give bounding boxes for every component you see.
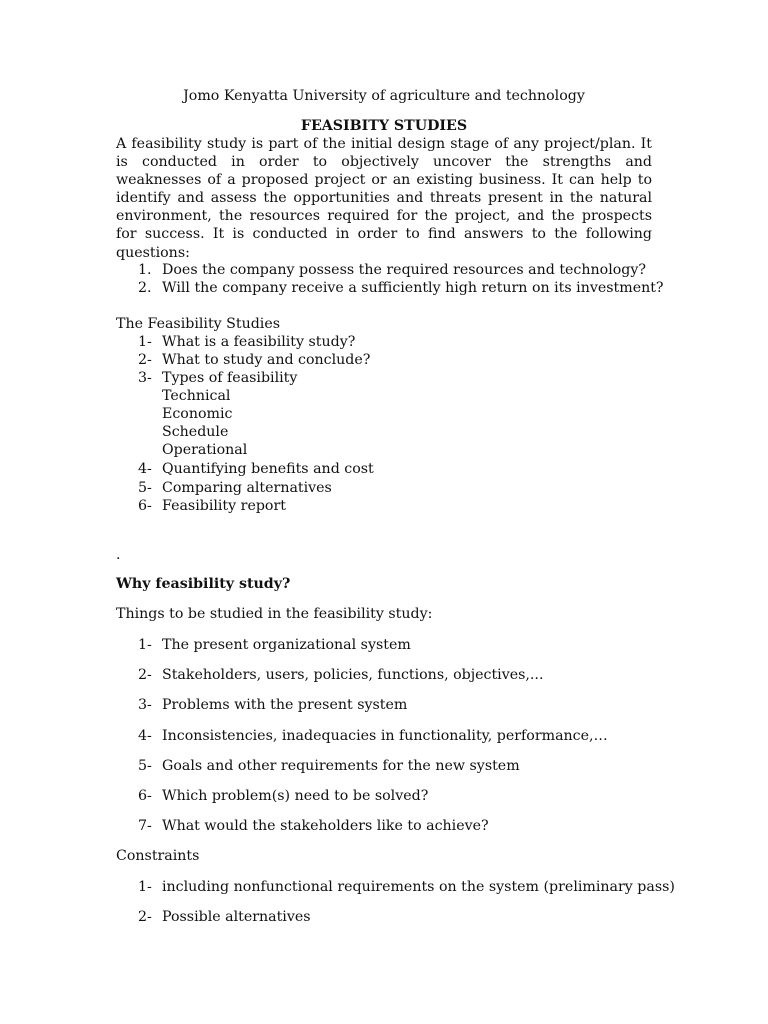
question-item: Will the company receive a sufficiently high return on its investment? — [162, 280, 664, 296]
why-number: 2- — [138, 667, 152, 683]
study-number: 1- — [138, 334, 152, 350]
constraint-number: 2- — [138, 909, 152, 925]
why-heading: Why feasibility study? — [116, 576, 291, 592]
why-number: 7- — [138, 818, 152, 834]
constraint-item: including nonfunctional requirements on the system (preliminary pass) — [162, 879, 675, 895]
constraint-number: 1- — [138, 879, 152, 895]
constraints-heading: Constraints — [116, 848, 200, 864]
study-item: Quantifying benefits and cost — [162, 461, 374, 477]
why-item: What would the stakeholders like to achieve? — [162, 818, 489, 834]
why-number: 1- — [138, 637, 152, 653]
studies-heading: The Feasibility Studies — [116, 316, 281, 332]
study-number: 5- — [138, 480, 152, 496]
page-title: FEASIBITY STUDIES — [300, 118, 468, 134]
study-item: Types of feasibility — [162, 370, 298, 386]
why-item: Inconsistencies, inadequacies in functionality, performance,… — [162, 728, 608, 744]
why-number: 3- — [138, 697, 152, 713]
question-item: Does the company possess the required resources and technology? — [162, 262, 646, 278]
study-number: 6- — [138, 498, 152, 514]
question-number: 1. — [138, 262, 152, 278]
intro-text: A feasibility study is part of the initial design stage of any project/plan. It is conducted in order to objectively uncover the strengths and weaknesses of a proposed project or an existing business. It can help to identify and assess the opportunities and threats present in the natural environment, the resources required for the project, and the prospects for success. It is conducted in order to find answers to the following questions: — [116, 136, 652, 261]
study-number: 3- — [138, 370, 152, 386]
feasibility-type: Economic — [162, 406, 233, 422]
study-item: Feasibility report — [162, 498, 286, 514]
study-item: What to study and conclude? — [162, 352, 371, 368]
why-intro: Things to be studied in the feasibility study: — [116, 606, 433, 622]
study-item: What is a feasibility study? — [162, 334, 356, 350]
question-number: 2. — [138, 280, 152, 296]
why-item: Which problem(s) need to be solved? — [162, 788, 429, 804]
why-item: The present organizational system — [162, 637, 411, 653]
study-number: 2- — [138, 352, 152, 368]
why-number: 4- — [138, 728, 152, 744]
feasibility-type: Operational — [162, 442, 248, 458]
why-number: 5- — [138, 758, 152, 774]
university-name: Jomo Kenyatta University of agriculture and technology — [183, 88, 585, 104]
intro-paragraph — [116, 135, 652, 262]
constraint-item: Possible alternatives — [162, 909, 311, 925]
stray-dot: . — [116, 547, 121, 563]
why-number: 6- — [138, 788, 152, 804]
why-item: Problems with the present system — [162, 697, 408, 713]
why-item: Stakeholders, users, policies, functions, objectives,... — [162, 667, 544, 683]
why-item: Goals and other requirements for the new system — [162, 758, 520, 774]
feasibility-type: Schedule — [162, 424, 229, 440]
study-number: 4- — [138, 461, 152, 477]
study-item: Comparing alternatives — [162, 480, 332, 496]
feasibility-type: Technical — [162, 388, 231, 404]
